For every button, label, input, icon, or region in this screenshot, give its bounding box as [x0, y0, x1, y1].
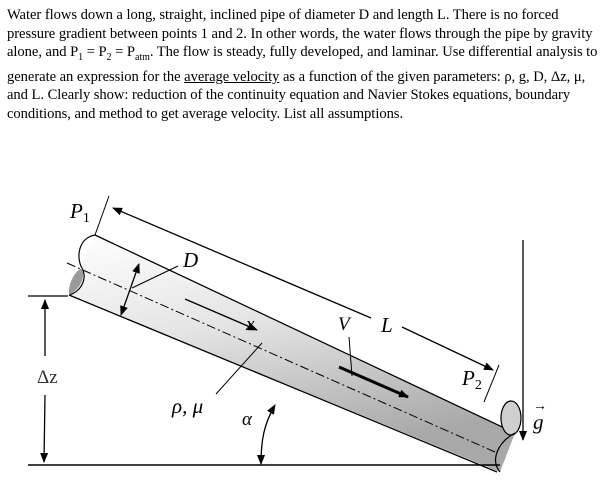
gravity-vector-mark: → [533, 399, 547, 414]
p2-section-line [484, 365, 499, 402]
pipe-body [69, 235, 515, 472]
p1-subscript: 1 [78, 52, 84, 64]
length-line-right [402, 327, 493, 370]
delta-z-arrow-down [44, 395, 45, 462]
gravity-label: g [533, 410, 544, 434]
pipe-centerline [67, 263, 495, 452]
p1-letter: P [70, 199, 83, 223]
angle-label: α [242, 409, 252, 430]
text-segment: as a function of the given parameters: ρ, g, D, Δz, μ, and L. Clearly show: reduction of the continuity equation and Navier Stokes equations, boundary conditions, and method to get average velocity. List all assumptions. [7, 68, 586, 122]
text-segment: . The flow is steady, fully developed, and laminar. Use differential analysis to generate an expression for the [7, 44, 598, 85]
p2-label [462, 368, 482, 393]
problem-statement [7, 6, 607, 123]
diameter-label: D [183, 248, 199, 272]
p2-subscript: 2 [106, 52, 112, 64]
p1-section-line [95, 196, 109, 235]
fluid-properties-label: ρ, μ [172, 394, 204, 418]
patm-subscript: atm [134, 52, 150, 64]
pipe-bottom-edge [69, 295, 497, 472]
p1-label [70, 201, 90, 226]
text-segment: = P [111, 44, 135, 61]
angle-arc [261, 405, 275, 464]
length-label: L [381, 313, 393, 337]
problem-text [7, 6, 607, 123]
pipe-figure-svg [0, 150, 608, 488]
p2-letter: P [462, 366, 475, 390]
p1-sub: 1 [82, 211, 90, 226]
pipe-right-opening [501, 401, 521, 435]
average-velocity-emphasis: average velocity [184, 68, 280, 85]
velocity-label: V [338, 314, 350, 335]
text-segment: Water flows down a long, straight, inclined pipe of diameter D and length L. There is no forced pressure gradient between points 1 and 2. In other words, the water flows through the pipe by gravity alone, and P [7, 7, 593, 61]
x-axis-label: x [246, 314, 255, 335]
pipe-top-edge [95, 235, 515, 433]
delta-z-label: Δz [37, 367, 58, 388]
p2-sub: 2 [474, 378, 482, 393]
text-segment: = P [83, 44, 107, 61]
inclined-pipe-diagram [0, 150, 608, 488]
